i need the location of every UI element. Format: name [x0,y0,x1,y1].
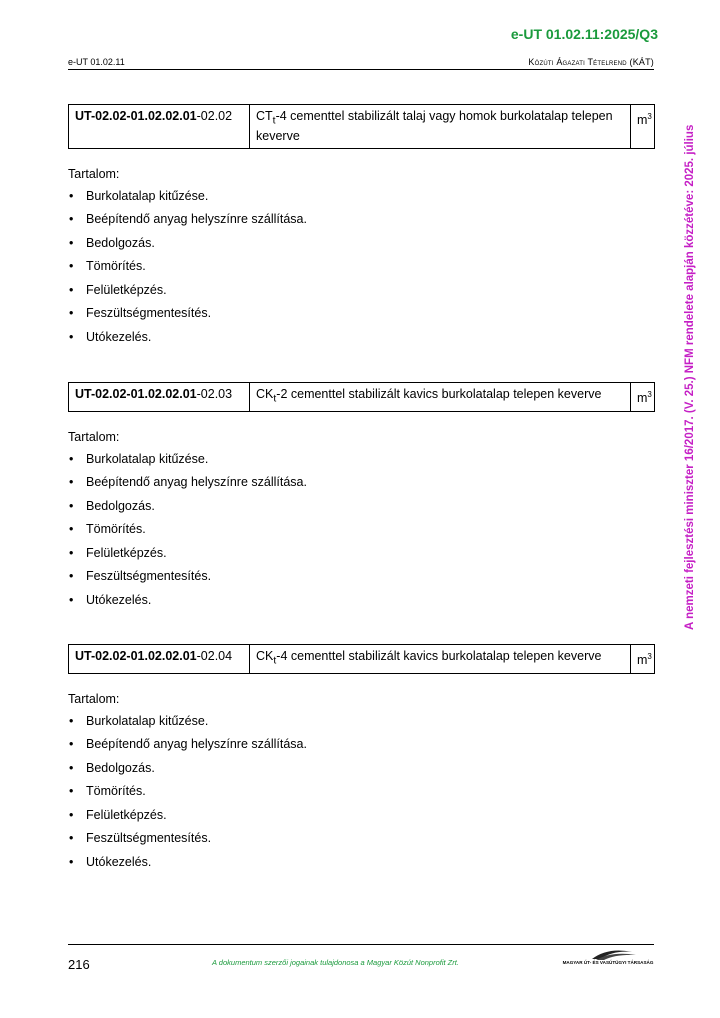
item-unit [631,645,655,674]
desc-prefix: CK [256,387,274,401]
item-code-suffix: -02.03 [196,387,233,401]
list-item: • Burkolatalap kitűzése. [68,448,655,472]
list-item: • Tömörítés. [68,255,655,279]
list-item: • Burkolatalap kitűzése. [68,710,655,734]
item-header-table [68,382,655,412]
item-unit [631,383,655,412]
footer-divider [68,944,654,945]
contents-label: Tartalom: [68,166,120,181]
list-item: • Feszültségmentesítés. [68,302,655,326]
unit-exponent: 3 [647,112,652,121]
item-header-table [68,644,655,674]
list-item: • Beépítendő anyag helyszínre szállítása. [68,471,655,495]
item-block [68,382,655,612]
publisher-name: MAGYAR ÚT- ÉS VASÚTÜGYI TÁRSASÁG [562,960,654,965]
running-header [68,57,654,70]
desc-text: -4 cementtel stabilizált kavics burkolatalap telepen keverve [276,649,602,663]
list-item: • Beépítendő anyag helyszínre szállítása. [68,208,655,232]
desc-subscript: t [272,115,276,127]
list-item: • Utókezelés. [68,851,655,875]
item-code-main: UT-02.02-01.02.02.01 [75,649,197,663]
item-code [69,383,250,412]
desc-text: -4 cementtel stabilizált talaj vagy homok burkolatalap telepen keverve [256,109,613,143]
copyright-notice: A dokumentum szerzői jogainak tulajdonosa a Magyar Közút Nonprofit Zrt. [212,958,459,967]
desc-prefix: CK [256,649,274,663]
publication-side-note: A nemzeti fejlesztési miniszter 16/2017. (V. 25.) NFM rendelete alapján közzétéve: 2025. július [684,124,696,630]
item-block [68,104,655,349]
item-description [250,645,631,674]
list-item: • Tömörítés. [68,518,655,542]
list-item: • Felületképzés. [68,542,655,566]
item-code-main: UT-02.02-01.02.02.01 [75,387,197,401]
item-code-suffix: -02.04 [196,649,233,663]
item-description [250,383,631,412]
desc-subscript: t [273,393,277,405]
item-code-main: UT-02.02-01.02.02.01 [75,109,197,123]
desc-text: -2 cementtel stabilizált kavics burkolatalap telepen keverve [276,387,602,401]
document-code: e-UT 01.02.11:2025/Q3 [510,26,658,42]
list-item: • Bedolgozás. [68,495,655,519]
list-item: • Feszültségmentesítés. [68,565,655,589]
header-section-title: Közúti Ágazati Tételrend (KÁT) [528,57,654,67]
contents-list [68,448,655,613]
list-item: • Felületképzés. [68,804,655,828]
desc-subscript: t [273,655,277,667]
list-item: • Bedolgozás. [68,232,655,256]
item-unit [631,105,655,149]
unit-base: m [637,391,648,406]
contents-label: Tartalom: [68,429,120,444]
list-item: • Felületképzés. [68,279,655,303]
list-item: • Bedolgozás. [68,757,655,781]
list-item: • Utókezelés. [68,589,655,613]
list-item: • Burkolatalap kitűzése. [68,185,655,209]
item-code [69,105,250,149]
contents-list [68,185,655,350]
unit-exponent: 3 [647,390,652,399]
list-item: • Utókezelés. [68,326,655,350]
item-code [69,645,250,674]
item-description [250,105,631,149]
header-doc-id: e-UT 01.02.11 [68,57,125,67]
item-header-table [68,104,655,149]
contents-list [68,710,655,875]
road-swoosh-logo-icon [562,947,654,969]
desc-prefix: CT [256,109,273,123]
list-item: • Feszültségmentesítés. [68,827,655,851]
list-item: • Tömörítés. [68,780,655,804]
unit-base: m [637,653,648,668]
item-block [68,644,655,874]
page-number: 216 [68,957,90,972]
unit-exponent: 3 [647,652,652,661]
item-code-suffix: -02.02 [196,109,233,123]
contents-label: Tartalom: [68,691,120,706]
list-item: • Beépítendő anyag helyszínre szállítása. [68,733,655,757]
unit-base: m [637,113,648,128]
